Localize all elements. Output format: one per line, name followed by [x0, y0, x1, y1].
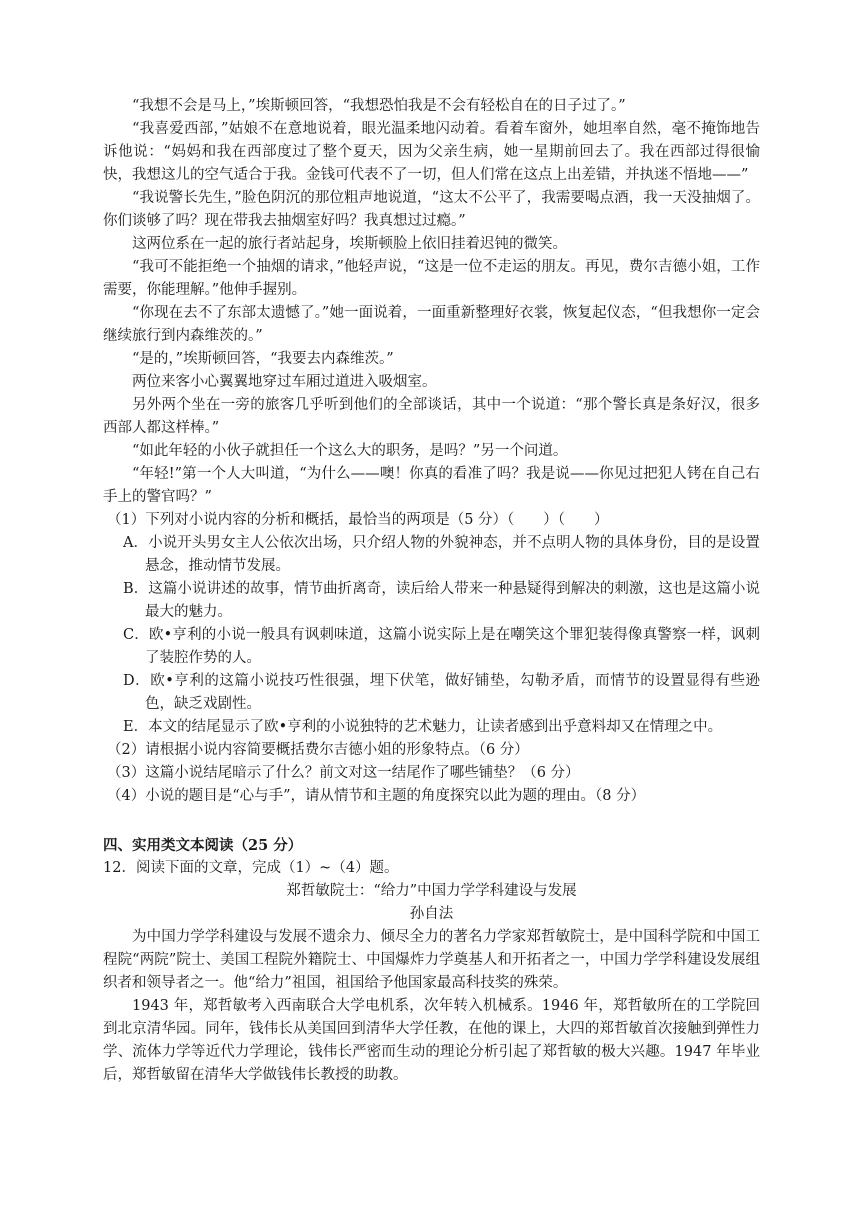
- question-4: （4）小说的题目是“心与手”，请从情节和主题的角度探究以此为题的理由。（8 分）: [107, 788, 646, 804]
- article-title: 郑哲敏院士：“给力”中国力学学科建设与发展: [286, 883, 577, 899]
- story-excerpt: [103, 95, 760, 509]
- story-paragraph: “年轻!”第一个人大叫道，“为什么——噢！你真的看准了吗？我是说——你见过把犯人铐在自己右手上的警官吗？”: [103, 466, 760, 505]
- question-block: [103, 509, 760, 808]
- question-3: （3）这篇小说结尾暗示了什么？前文对这一结尾作了哪些铺垫？（6 分）: [107, 765, 580, 781]
- story-paragraph: “我可不能拒绝一个抽烟的请求，”他轻声说，“这是一位不走运的朋友。再见，费尔吉德小姐，工作需要，你能理解。”他伸手握别。: [103, 259, 760, 298]
- story-paragraph: “你现在去不了东部太遗憾了。”她一面说着，一面重新整理好衣裳，恢复起仪态，“但我想你一定会继续旅行到内森维茨的。”: [103, 305, 760, 344]
- story-paragraph: 两位来客小心翼翼地穿过车厢过道进入吸烟室。: [132, 374, 437, 390]
- option-c: C．欧•亨利的小说一般具有讽刺味道，这篇小说实际上是在嘲笑这个罪犯装得像真警察一样，讽刺了装腔作势的人。: [123, 627, 760, 666]
- section-instruction: 12．阅读下面的文章，完成（1）~（4）题。: [103, 860, 399, 876]
- story-paragraph: “是的，”埃斯顿回答，“我要去内森维茨。”: [132, 351, 394, 367]
- question-2: （2）请根据小说内容简要概括费尔吉德小姐的形象特点。（6 分）: [107, 742, 529, 758]
- option-e: E．本文的结尾显示了欧•亨利的小说独特的艺术魅力，让读者感到出乎意料却又在情理之中。: [123, 719, 723, 735]
- story-paragraph: 这两位系在一起的旅行者站起身，埃斯顿脸上依旧挂着迟钝的微笑。: [132, 236, 567, 252]
- question-1: （1）下列对小说内容的分析和概括，最恰当的两项是（5 分）（ ）（ ）: [107, 512, 609, 528]
- story-paragraph: “我说警长先生，”脸色阴沉的那位粗声地说道，“这太不公平了，我需要喝点酒，我一天没抽烟了。你们谈够了吗？现在带我去抽烟室好吗？我真想过过瘾。”: [103, 190, 760, 229]
- option-a: A．小说开头男女主人公依次出场，只介绍人物的外貌神态，并不点明人物的具体身份，目的是设置悬念，推动情节发展。: [123, 535, 760, 574]
- story-paragraph: “如此年轻的小伙子就担任一个这么大的职务，是吗？”另一个问道。: [132, 443, 568, 459]
- option-b: B．这篇小说讲述的故事，情节曲折离奇，读后给人带来一种悬疑得到解决的刺激，这也是这篇小说最大的魅力。: [123, 581, 760, 620]
- article-paragraph: 1943 年，郑哲敏考入西南联合大学电机系，次年转入机械系。1946 年，郑哲敏所在的工学院回到北京清华园。同年，钱伟长从美国回到清华大学任教，在他的课上，大四的郑哲敏首次接触到弹性力学、流体力学等近代力学理论，钱伟长严密而生动的理论分析引起了郑哲敏的极大兴趣。1947 年毕业后，郑哲敏留在清华大学做钱伟长教授的助教。: [103, 998, 760, 1083]
- story-paragraph: “我喜爱西部，”姑娘不在意地说着，眼光温柔地闪动着。看着车窗外，她坦率自然，毫不掩饰地告诉他说：“妈妈和我在西部度过了整个夏天，因为父亲生病，她一星期前回去了。我在西部过得很愉快，我想这儿的空气适合于我。金钱可代表不了一切，但人们常在这点上出差错，并执迷不悟地——”: [103, 121, 760, 183]
- story-paragraph: “我想不会是马上，”埃斯顿回答，“我想恐怕我是不会有轻松自在的日子过了。”: [132, 98, 626, 114]
- story-paragraph: 另外两个坐在一旁的旅客几乎听到他们的全部谈话，其中一个说道：“那个警长真是条好汉，很多西部人都这样棒。”: [103, 397, 760, 436]
- section-four: [103, 834, 760, 1087]
- option-d: D．欧•亨利的这篇小说技巧性很强，埋下伏笔，做好铺垫，勾勒矛盾，而情节的设置显得有些逊色，缺乏戏剧性。: [123, 673, 760, 712]
- section-heading: 四、实用类文本阅读（25 分）: [103, 837, 303, 854]
- article-author: 孙自法: [409, 906, 454, 922]
- article-paragraph: 为中国力学学科建设与发展不遗余力、倾尽全力的著名力学家郑哲敏院士，是中国科学院和中国工程院“两院”院士、美国工程院外籍院士、中国爆炸力学奠基人和开拓者之一，中国力学学科建设发展组织者和领导者之一。他“给力”祖国，祖国给予他国家最高科技奖的殊荣。: [103, 929, 760, 991]
